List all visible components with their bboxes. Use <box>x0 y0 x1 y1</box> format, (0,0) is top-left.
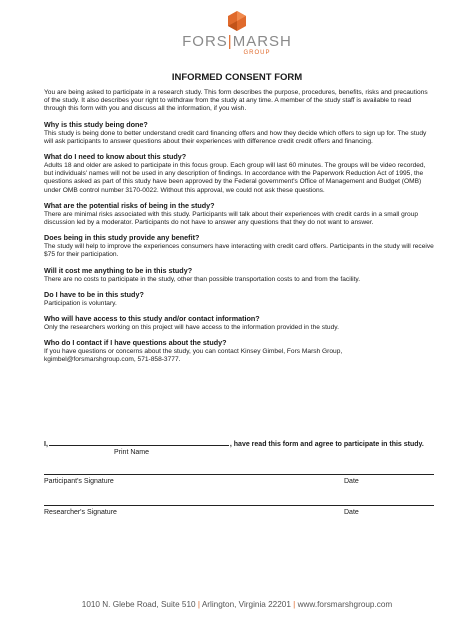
name-blank-field[interactable] <box>49 438 229 446</box>
researcher-date-label: Date <box>344 509 359 516</box>
page-footer <box>0 600 474 609</box>
researcher-signature-line[interactable] <box>44 505 434 506</box>
section-body: Adults 18 and older are asked to participate in this focus group. Each group will last 60 minutes. The groups will be video recorded, but individuals' names will not be used in any description of findings. In accordance with the Paperwork Reduction Act of 1995, the questions asked as part of this study have been approved by the Federal government's Office of Management and Budget (OMB) under OMB control number 3170-0022. Without this approval, we could not ask these questions. <box>44 162 426 194</box>
acknowledgement-line <box>44 438 434 449</box>
participant-signature-line[interactable] <box>44 474 434 475</box>
section-heading: Why is this study being done? <box>44 119 148 129</box>
section-body: The study will help to improve the experiences consumers have interacting with credit card offers. Participants in the study will receive $75 for their participation. <box>44 243 434 259</box>
signature-area <box>44 438 434 516</box>
section-benefits <box>44 233 434 259</box>
section-heading: Does being in this study provide any benefit? <box>44 233 200 243</box>
section-what-to-know <box>44 152 434 195</box>
footer-city: Arlington, Virginia 22201 <box>201 600 291 609</box>
footer-separator: | <box>197 600 200 609</box>
logo-mark-icon <box>226 10 248 32</box>
intro-paragraph: You are being asked to participate in a research study. This form describes the purpose, procedures, benefits, risks and precautions of the study. It also describes your right to withdraw from the study at any time. A member of the study staff is available to read through this form with you and discuss all the information, if you wish. <box>44 89 428 113</box>
section-access <box>44 314 434 332</box>
form-body <box>44 89 434 371</box>
section-why <box>44 120 434 146</box>
researcher-signature-label: Researcher's Signature <box>44 509 117 516</box>
section-body: This study is being done to better understand credit card financing offers and how they decide which offers to sign up for. The study will ask participants to answer questions about their experiences with difference credit credit offers and financing. <box>44 129 427 145</box>
section-contact <box>44 338 434 364</box>
participant-signature-label: Participant's Signature <box>44 478 114 485</box>
section-heading: Who will have access to this study and/or contact information? <box>44 314 260 324</box>
section-voluntary <box>44 290 434 308</box>
section-body: There are no costs to participate in the study, other than possible transportation costs to and from the facility. <box>44 275 361 283</box>
section-body: If you have questions or concerns about the study, you can contact Kinsey Gimbel, Fors Marsh Group, kgimbel@forsmarshgroup.com, 571-858-3777. <box>44 348 343 364</box>
logo-subtitle: GROUP <box>243 50 271 56</box>
section-body: Participation is voluntary. <box>44 299 117 307</box>
ack-prefix: I, <box>44 441 48 448</box>
section-heading: Will it cost me anything to be in this study? <box>44 265 193 275</box>
section-heading: What do I need to know about this study? <box>44 152 187 162</box>
section-body: Only the researchers working on this project will have access to the information provided in the study. <box>44 324 339 332</box>
footer-website[interactable]: www.forsmarshgroup.com <box>297 600 393 609</box>
footer-separator: | <box>293 600 296 609</box>
section-costs <box>44 266 434 284</box>
section-risks <box>44 201 434 227</box>
section-body: There are minimal risks associated with this study. Participants will talk about their experiences with credit cards in a small group discussion led by a moderator. Participants do not have to answer any questions that they do not want to answer. <box>44 210 419 227</box>
section-heading: Who do I contact if I have questions about the study? <box>44 338 227 348</box>
section-heading: What are the potential risks of being in the study? <box>44 200 215 210</box>
section-heading: Do I have to be in this study? <box>44 289 144 299</box>
print-name-label: Print Name <box>114 449 150 456</box>
company-logo <box>0 10 474 57</box>
footer-address: 1010 N. Glebe Road, Suite 510 <box>81 600 196 609</box>
logo-wordmark: FORS|MARSH <box>182 33 292 50</box>
form-title: INFORMED CONSENT FORM <box>171 72 303 83</box>
participant-date-label: Date <box>344 478 359 485</box>
ack-suffix: , have read this form and agree to participate in this study. <box>229 441 424 448</box>
